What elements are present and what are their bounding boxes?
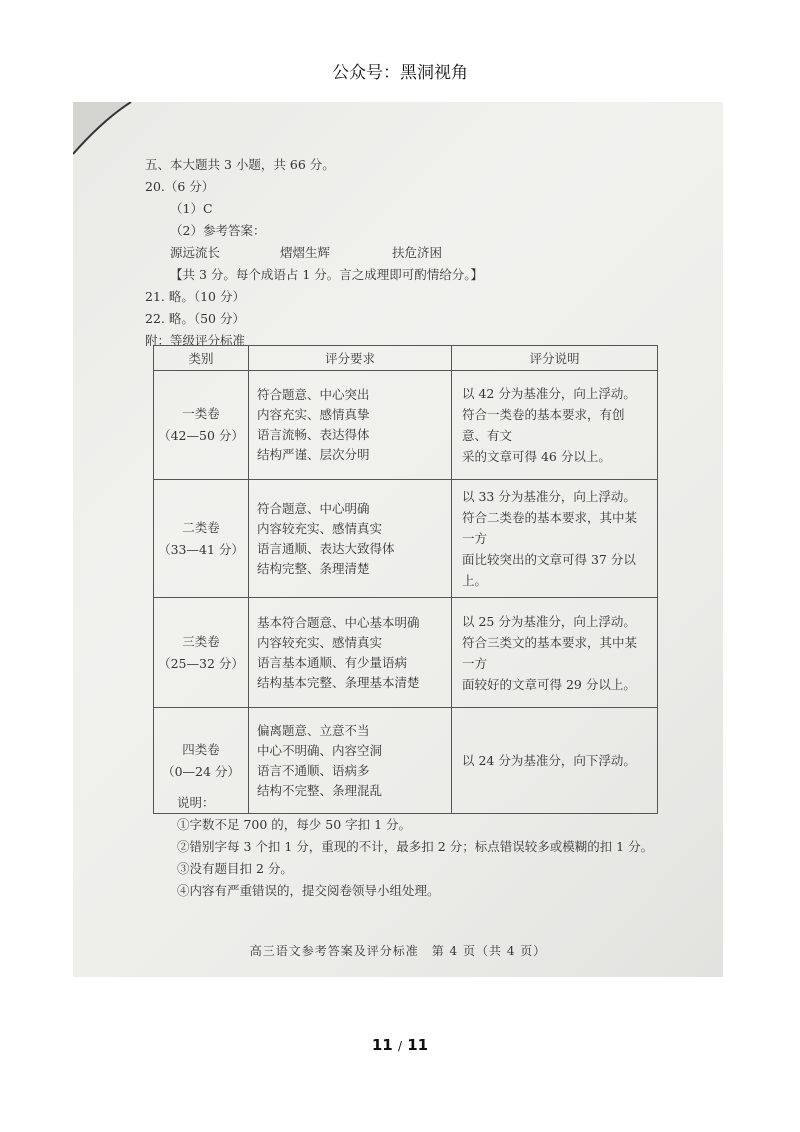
requirement-line: 结构不完整、条理混乱 [257,782,383,798]
grading-table [153,345,658,814]
note-item: ②错别字每 3 个扣 1 分，重现的不计，最多扣 2 分；标点错误较多或模糊的扣 1 分。 [177,839,654,854]
description-line: 采的文章可得 46 分以上。 [462,449,611,464]
requirement-line: 结构完整、条理清楚 [257,560,370,576]
description-line: 符合三类文的基本要求，其中某一方 [462,634,638,671]
table-row [154,371,658,480]
requirement-line: 基本符合题意、中心基本明确 [257,614,420,630]
description-cell [452,480,658,598]
header-requirements: 评分要求 [249,346,452,371]
requirement-line: 语言不通顺、语病多 [257,762,370,778]
note-item: ①字数不足 700 的，每少 50 字扣 1 分。 [177,817,412,832]
category-name: 二类卷 [182,519,220,535]
table-header-row [154,346,658,371]
question-20: 20.（6 分） [145,179,215,194]
question-22: 22. 略。（50 分） [145,311,245,326]
category-name: 三类卷 [182,633,220,649]
note-item: ③没有题目扣 2 分。 [177,861,293,876]
current-page: 11 [371,1036,393,1054]
idiom-answers [145,242,705,264]
header-description: 评分说明 [452,346,658,371]
description-line: 以 25 分为基准分，向上浮动。 [462,613,636,629]
category-range: （0—24 分） [162,763,240,779]
description-line: 符合二类卷的基本要求，其中某一方 [462,510,638,546]
description-line: 面比较突出的文章可得 37 分以上。 [462,552,636,588]
question-20-part-1: （1）C [170,201,213,216]
requirement-line: 中心不明确、内容空洞 [257,742,383,758]
requirement-line: 内容充实、感情真挚 [257,407,370,422]
description-line: 以 42 分为基准分，向上浮动。 [462,386,636,401]
section-title: 五、本大题共 3 小题，共 66 分。 [145,157,335,172]
description-line: 以 24 分为基准分，向下浮动。 [462,753,636,768]
requirement-line: 偏离题意、立意不当 [257,722,370,738]
requirements-cell [249,598,452,708]
description-line: 面较好的文章可得 29 分以上。 [462,676,636,692]
total-pages: 11 [407,1036,429,1054]
page-separator: / [397,1039,403,1053]
category-cell [154,371,249,480]
requirement-line: 语言基本通顺、有少量语病 [257,654,408,670]
idiom-2: 熠熠生辉 [280,245,331,260]
category-range: （42—50 分） [158,428,244,443]
requirements-cell [249,371,452,480]
requirement-line: 内容较充实、感情真实 [257,520,383,536]
scanned-document-photo [73,102,723,977]
description-line: 符合一类卷的基本要求，有创意、有文 [462,407,625,443]
description-line: 以 33 分为基准分，向上浮动。 [462,489,636,504]
description-cell [452,371,658,480]
requirement-line: 结构严谨、层次分明 [257,447,370,462]
category-name: 一类卷 [182,406,220,421]
category-cell [154,598,249,708]
requirement-line: 符合题意、中心突出 [257,387,370,402]
note-item: ④内容有严重错误的，提交阅卷领导小组处理。 [177,883,440,898]
requirements-cell [249,480,452,598]
table-row [154,598,658,708]
idiom-1: 源远流长 [170,245,221,260]
header-category: 类别 [154,346,249,371]
requirement-line: 结构基本完整、条理基本清楚 [257,674,420,690]
page-counter [0,1036,800,1054]
appendix-title: 附：等级评分标准 [145,333,246,348]
idiom-3: 扶危济困 [392,245,443,260]
table-row [154,480,658,598]
description-cell [452,598,658,708]
question-21: 21. 略。（10 分） [145,289,245,304]
category-cell [154,480,249,598]
requirement-line: 符合题意、中心明确 [257,500,370,516]
notes-section [177,792,697,902]
category-name: 四类卷 [182,741,220,757]
question-20-part-2: （2）参考答案： [170,223,266,238]
document-page-footer: 高三语文参考答案及评分标准 第 4 页（共 4 页） [249,944,547,958]
requirement-line: 内容较充实、感情真实 [257,634,383,650]
requirement-line: 语言通顺、表达大致得体 [257,540,395,556]
question-20-scoring-note: 【共 3 分。每个成语占 1 分。言之成理即可酌情给分。】 [170,267,484,282]
requirement-line: 语言流畅、表达得体 [257,427,370,442]
answer-section [145,154,705,352]
category-range: （25—32 分） [158,655,244,671]
account-watermark: 公众号：黑洞视角 [332,63,468,83]
notes-title: 说明： [177,795,215,810]
category-range: （33—41 分） [158,541,244,557]
